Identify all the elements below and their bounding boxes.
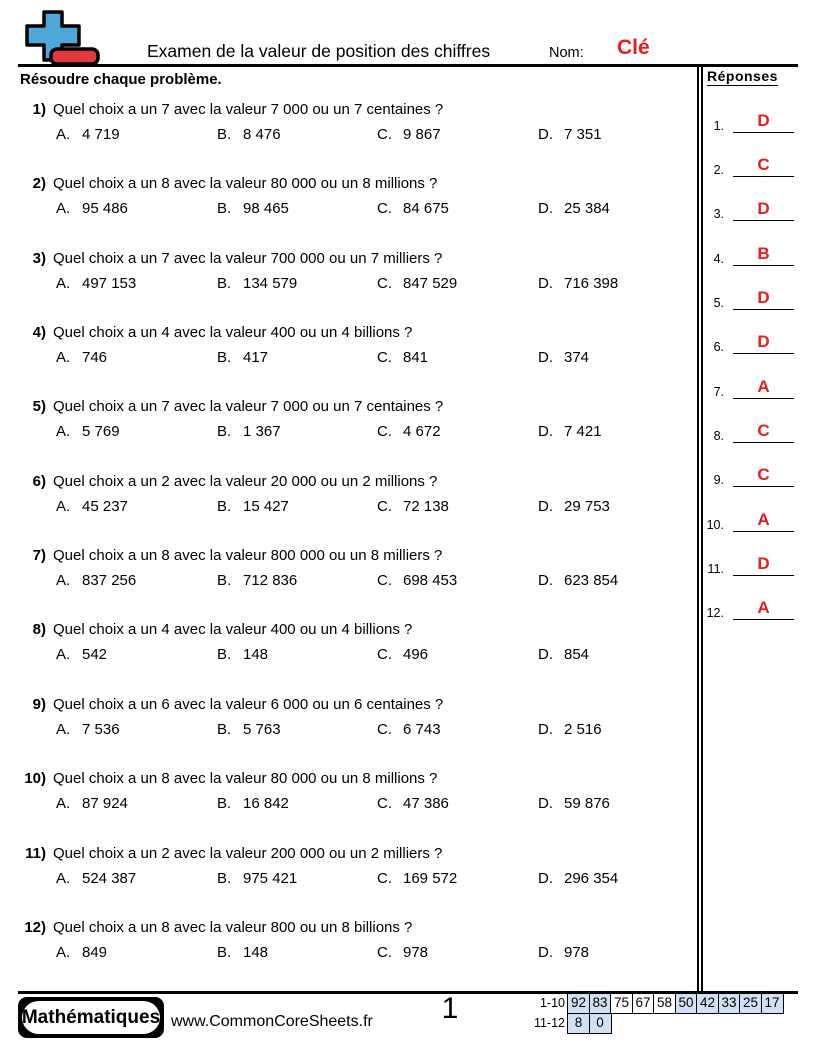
question-number: 10) (24, 770, 46, 788)
choice-value: 746 (82, 349, 108, 367)
choice-option-d (538, 720, 602, 740)
question-item (0, 323, 696, 385)
answer-item (702, 372, 796, 400)
choice-value: 15 427 (243, 497, 289, 515)
answer-blank-line (733, 220, 794, 221)
answer-number: 7. (713, 384, 724, 399)
answer-item (702, 106, 796, 134)
score-cell: 33 (718, 993, 741, 1014)
choice-option-c (377, 422, 441, 442)
choice-option-b (217, 199, 289, 219)
choice-option-d (538, 497, 610, 517)
choice-value: 837 256 (82, 572, 137, 590)
choice-value: 45 237 (82, 497, 128, 515)
question-text: Quel choix a un 6 avec la valeur 6 000 ou un 6 centaines ? (53, 695, 444, 713)
choice-option-a (56, 497, 128, 517)
choice-letter: B. (217, 349, 232, 367)
name-label: Nom: (549, 45, 584, 61)
choices-row (0, 422, 696, 442)
choice-letter: C. (377, 126, 392, 143)
score-cell: 8 (567, 1013, 590, 1034)
choice-letter: A. (56, 497, 71, 515)
choice-option-b (217, 274, 297, 294)
choice-option-a (56, 274, 136, 294)
choice-letter: D. (538, 943, 553, 961)
choice-letter: A. (56, 572, 71, 590)
answer-number: 11. (707, 562, 724, 577)
choice-option-d (538, 645, 589, 665)
choice-option-b (217, 720, 281, 740)
choice-option-c (377, 274, 457, 294)
choice-value: 16 842 (243, 795, 289, 813)
choice-letter: D. (538, 497, 553, 515)
choice-letter: B. (217, 497, 232, 515)
answer-item (702, 505, 796, 533)
choices-row (0, 794, 696, 814)
choice-value: 6 743 (403, 720, 441, 738)
choice-value: 978 (403, 943, 429, 961)
choices-row (0, 199, 696, 219)
choice-option-c (377, 869, 457, 889)
score-row-label: 11-12 (533, 1015, 565, 1030)
answer-item (702, 549, 796, 577)
choice-value: 2 516 (564, 720, 602, 738)
choice-option-c (377, 571, 457, 591)
question-item (0, 620, 696, 682)
choice-value: 712 836 (243, 572, 298, 590)
question-item (0, 174, 696, 236)
choice-letter: D. (538, 795, 553, 813)
choice-letter: D. (538, 646, 553, 664)
choices-row (0, 720, 696, 740)
answer-letter: D (757, 199, 770, 219)
question-number: 2) (32, 175, 46, 193)
choice-letter: C. (377, 200, 392, 218)
choice-option-a (56, 720, 120, 740)
choices-row (0, 274, 696, 294)
brand-badge (18, 997, 164, 1038)
brand-badge-label: Mathématiques (22, 1001, 160, 1034)
score-cell: 17 (761, 993, 784, 1014)
answer-blank-line (733, 309, 794, 310)
score-row-label: 1-10 (539, 996, 565, 1010)
answer-letter: C (757, 465, 770, 485)
answer-blank-line (733, 486, 794, 487)
choice-option-c (377, 645, 428, 665)
choice-option-b (217, 645, 268, 665)
answer-item (702, 239, 796, 267)
choice-option-d (538, 274, 618, 294)
choice-value: 59 876 (564, 795, 610, 813)
choice-letter: B. (217, 274, 232, 292)
choice-option-c (377, 497, 449, 517)
answer-number: 10. (706, 517, 724, 532)
answer-blank-line (733, 619, 794, 620)
question-text: Quel choix a un 4 avec la valeur 400 ou un 4 billions ? (53, 324, 413, 342)
answer-number: 5. (713, 295, 724, 310)
choice-value: 7 536 (82, 720, 120, 738)
choice-value: 95 486 (82, 200, 128, 218)
choice-value: 978 (564, 943, 590, 961)
choice-letter: B. (217, 720, 232, 738)
answer-blank-line (733, 442, 794, 443)
question-text: Quel choix a un 8 avec la valeur 80 000 ou un 8 millions ? (53, 175, 438, 193)
choice-value: 496 (403, 646, 429, 664)
choice-value: 134 579 (243, 274, 298, 292)
choice-value: 4 672 (403, 423, 441, 441)
choice-option-a (56, 571, 136, 591)
choice-value: 1 367 (243, 423, 281, 441)
question-number: 5) (32, 398, 46, 416)
choice-option-c (377, 199, 449, 219)
choice-option-d (538, 422, 602, 442)
question-number: 12) (24, 918, 46, 936)
choices-row (0, 125, 696, 145)
choice-letter: D. (538, 720, 553, 738)
choices-row (0, 869, 696, 889)
choice-value: 623 854 (564, 572, 619, 590)
worksheet-title: Examen de la valeur de position des chiffres (147, 41, 491, 61)
choice-option-b (217, 943, 268, 963)
answer-letter: C (757, 154, 770, 174)
answer-item (702, 327, 796, 355)
answer-letter: A (757, 376, 770, 396)
answer-blank-line (733, 398, 794, 399)
score-cell: 83 (589, 993, 612, 1014)
answer-letter: D (757, 110, 770, 130)
choice-option-a (56, 199, 128, 219)
choice-value: 975 421 (243, 869, 298, 887)
choice-letter: A. (56, 200, 71, 218)
choice-value: 698 453 (403, 572, 458, 590)
choice-letter: A. (56, 349, 71, 367)
question-text: Quel choix a un 8 avec la valeur 800 ou un 8 billions ? (53, 918, 413, 936)
question-text: Quel choix a un 7 avec la valeur 7 000 ou un 7 centaines ? (53, 101, 444, 118)
choice-letter: D. (538, 274, 553, 292)
question-item (0, 397, 696, 459)
page-number: 1 (441, 992, 459, 1025)
score-cell: 42 (696, 993, 719, 1014)
choice-option-a (56, 794, 128, 814)
choice-letter: B. (217, 126, 232, 143)
math-plus-minus-logo-icon (24, 10, 102, 66)
choice-value: 847 529 (403, 274, 458, 292)
choice-option-c (377, 348, 428, 368)
question-number: 11) (25, 844, 46, 862)
choice-option-b (217, 794, 289, 814)
answer-number: 12. (706, 606, 724, 621)
choice-letter: C. (377, 349, 392, 367)
choice-value: 87 924 (82, 795, 128, 813)
answer-number: 2. (713, 162, 724, 177)
choice-option-a (56, 645, 107, 665)
answer-blank-line (733, 531, 794, 532)
choice-value: 524 387 (82, 869, 137, 887)
choice-option-d (538, 794, 610, 814)
score-cell: 25 (739, 993, 762, 1014)
choice-letter: D. (538, 869, 553, 887)
choice-letter: C. (377, 720, 392, 738)
choice-value: 29 753 (564, 497, 610, 515)
score-row-cells (567, 993, 782, 1014)
choice-letter: C. (377, 572, 392, 590)
choice-letter: A. (56, 423, 71, 441)
choices-row (0, 571, 696, 591)
header-divider (18, 64, 798, 67)
answer-blank-line (733, 353, 794, 354)
choice-option-c (377, 943, 428, 963)
score-cell: 67 (632, 993, 655, 1014)
choice-value: 374 (564, 349, 590, 367)
choice-letter: B. (217, 795, 232, 813)
choice-value: 417 (243, 349, 269, 367)
question-number: 8) (32, 621, 46, 639)
answer-item (702, 150, 796, 178)
choice-value: 72 138 (403, 497, 449, 515)
choice-option-b (217, 422, 281, 442)
answer-number: 4. (713, 251, 724, 266)
choice-letter: A. (56, 720, 71, 738)
answer-blank-line (733, 575, 794, 576)
question-text: Quel choix a un 8 avec la valeur 80 000 ou un 8 millions ? (53, 770, 438, 788)
choice-value: 9 867 (403, 126, 441, 143)
score-cell: 0 (589, 1013, 612, 1034)
choice-value: 296 354 (564, 869, 619, 887)
choice-value: 497 153 (82, 274, 137, 292)
choice-option-d (538, 125, 602, 145)
choice-option-b (217, 348, 268, 368)
choices-row (0, 645, 696, 665)
question-number: 4) (32, 324, 46, 342)
answer-letter: B (757, 243, 770, 263)
answer-letter: D (757, 287, 770, 307)
score-cell: 50 (675, 993, 698, 1014)
choice-option-d (538, 199, 610, 219)
choice-option-c (377, 125, 441, 145)
question-number: 3) (32, 249, 46, 267)
choice-value: 7 421 (564, 423, 602, 441)
choice-letter: C. (377, 423, 392, 441)
question-item (0, 249, 696, 311)
choices-row (0, 943, 696, 963)
answer-letter: A (757, 598, 770, 618)
choice-option-a (56, 348, 107, 368)
choice-letter: D. (538, 126, 553, 143)
answer-item (702, 283, 796, 311)
answer-letter: C (757, 421, 770, 441)
choice-value: 84 675 (403, 200, 449, 218)
answers-panel-title: Réponses (707, 68, 778, 84)
instructions-text: Résoudre chaque problème. (20, 71, 222, 88)
answer-number: 9. (713, 473, 724, 488)
choice-option-a (56, 869, 136, 889)
question-number: 7) (32, 547, 46, 565)
choice-letter: C. (377, 943, 392, 961)
answer-letter: D (757, 332, 770, 352)
name-value-key: Clé (617, 36, 650, 59)
website-url: www.CommonCoreSheets.fr (171, 1013, 373, 1030)
choice-letter: A. (56, 943, 71, 961)
choice-option-c (377, 794, 449, 814)
choice-value: 542 (82, 646, 108, 664)
question-number: 6) (32, 472, 46, 490)
choice-option-d (538, 943, 589, 963)
answer-item (702, 194, 796, 222)
choice-letter: B. (217, 943, 232, 961)
choice-letter: C. (377, 274, 392, 292)
answer-item (702, 593, 796, 621)
choice-value: 148 (243, 646, 269, 664)
choice-option-c (377, 720, 441, 740)
answer-item (702, 416, 796, 444)
choice-option-b (217, 125, 281, 145)
question-item (0, 695, 696, 757)
choice-letter: D. (538, 349, 553, 367)
answer-number: 1. (713, 118, 724, 133)
choice-value: 98 465 (243, 200, 289, 218)
question-text: Quel choix a un 2 avec la valeur 200 000 ou un 2 milliers ? (53, 844, 443, 862)
score-cell: 58 (653, 993, 676, 1014)
choice-letter: B. (217, 200, 232, 218)
answer-number: 6. (713, 340, 724, 355)
question-number: 9) (32, 695, 46, 713)
question-text: Quel choix a un 8 avec la valeur 800 000 ou un 8 milliers ? (53, 547, 443, 565)
choice-option-b (217, 571, 297, 591)
choice-letter: B. (217, 646, 232, 664)
question-number: 1) (32, 101, 46, 118)
question-item (0, 546, 696, 608)
choice-value: 716 398 (564, 274, 619, 292)
choice-letter: C. (377, 497, 392, 515)
choice-value: 7 351 (564, 126, 602, 143)
choice-letter: B. (217, 869, 232, 887)
answer-letter: A (757, 509, 770, 529)
score-cell: 92 (567, 993, 590, 1014)
choice-option-d (538, 348, 589, 368)
choice-option-a (56, 125, 120, 145)
answer-blank-line (733, 265, 794, 266)
choice-value: 4 719 (82, 126, 120, 143)
choice-value: 849 (82, 943, 108, 961)
choice-option-a (56, 422, 120, 442)
choice-option-b (217, 497, 289, 517)
choice-option-a (56, 943, 107, 963)
choice-option-d (538, 571, 618, 591)
choices-row (0, 348, 696, 368)
choice-option-b (217, 869, 297, 889)
choice-value: 854 (564, 646, 590, 664)
choice-letter: B. (217, 423, 232, 441)
choice-letter: B. (217, 572, 232, 590)
question-text: Quel choix a un 2 avec la valeur 20 000 ou un 2 millions ? (53, 472, 438, 490)
choice-letter: A. (56, 795, 71, 813)
choice-value: 25 384 (564, 200, 610, 218)
question-item (0, 472, 696, 534)
question-item (0, 844, 696, 906)
choice-value: 5 763 (243, 720, 281, 738)
choice-letter: C. (377, 795, 392, 813)
question-text: Quel choix a un 7 avec la valeur 700 000 ou un 7 milliers ? (53, 249, 443, 267)
choice-letter: A. (56, 646, 71, 664)
answer-blank-line (733, 176, 794, 177)
choice-letter: D. (538, 423, 553, 441)
question-text: Quel choix a un 7 avec la valeur 7 000 ou un 7 centaines ? (53, 398, 444, 416)
choice-letter: A. (56, 274, 71, 292)
score-cell: 75 (610, 993, 633, 1014)
choice-letter: A. (56, 126, 71, 143)
choice-letter: D. (538, 200, 553, 218)
question-text: Quel choix a un 4 avec la valeur 400 ou un 4 billions ? (53, 621, 413, 639)
choice-value: 841 (403, 349, 429, 367)
choice-value: 8 476 (243, 126, 281, 143)
choice-letter: C. (377, 646, 392, 664)
question-item (0, 918, 696, 980)
question-item (0, 769, 696, 831)
answer-number: 8. (713, 429, 724, 444)
choice-letter: A. (56, 869, 71, 887)
choice-value: 47 386 (403, 795, 449, 813)
choice-value: 148 (243, 943, 269, 961)
answer-letter: D (757, 554, 770, 574)
answer-blank-line (733, 132, 794, 133)
score-row-cells (567, 1013, 610, 1034)
choice-letter: C. (377, 869, 392, 887)
choice-value: 169 572 (403, 869, 458, 887)
choices-row (0, 497, 696, 517)
question-item (0, 100, 696, 162)
answer-number: 3. (713, 207, 724, 222)
choice-letter: D. (538, 572, 553, 590)
answer-item (702, 460, 796, 488)
choice-value: 5 769 (82, 423, 120, 441)
choice-option-d (538, 869, 618, 889)
